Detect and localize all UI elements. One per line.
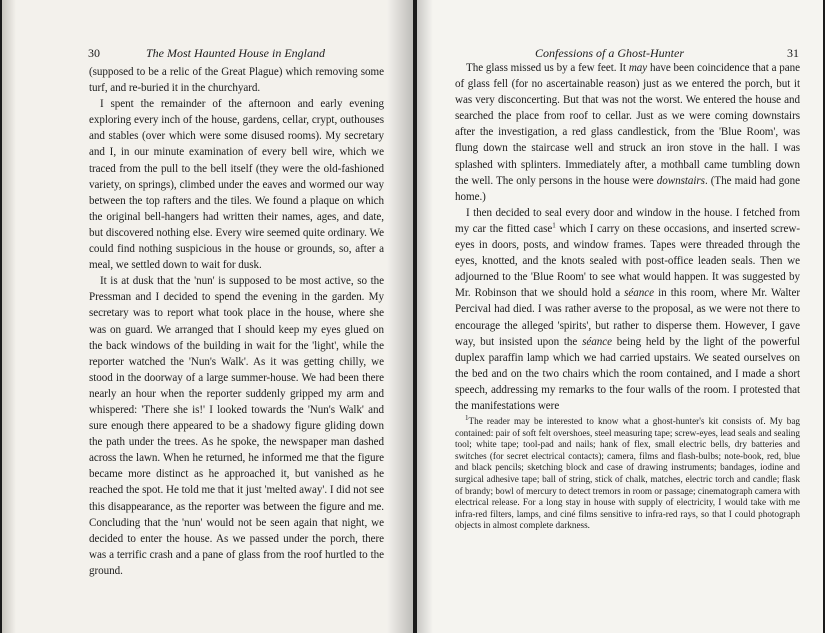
emphasis: may bbox=[628, 62, 648, 74]
emphasis: séance bbox=[624, 287, 655, 300]
paragraph bbox=[455, 60, 800, 205]
left-page-number: 30 bbox=[88, 46, 100, 60]
gutter-shadow bbox=[387, 0, 413, 633]
left-body-text bbox=[89, 64, 384, 579]
right-body-text bbox=[455, 60, 800, 414]
emphasis: downstairs bbox=[656, 174, 705, 187]
text-run: have been coincidence that a pane of glass fell (for no ascertainable reason) just as we entered the porch, but it was very disconcerting. But that was not the worst. We entered the house and searched the place from roof to cellar. Just as we were coming downstairs after the investigation, a red glass candlestick, from the 'Blue Room', was flung down the staircase well and struck an iron stove in the hall. I was splashed with splinters. Immediately after, a mothball came tumbling down the well. The only persons in the house were bbox=[455, 62, 801, 187]
footnote-body: The reader may be interested to know what a ghost-hunter's kit consists of. My bag contained: pair of soft felt overshoes, steel measuring tape; screw-eyes, lead seals and sealing tool; white tape; tool-pad and nails; hank of flex, small electric bells, dry batteries and switches (for secret electrical contacts); camera, films and flash-bulbs; note-book, red, blue and black pencils; sketching block and case of drawing instruments; bandages, iodine and surgical adhesive tape; ball of string, stick of chalk, matches, electric torch and candle; flask of brandy; bowl of mercury to detect tremors in room or passage; cinematograph camera with electrical release. For a long stay in house with supply of electricity, I would take with me infra-red filters, lamps, and ciné films sensitive to infra-red rays, so that I could photograph objects in almost complete darkness. bbox=[455, 416, 800, 531]
emphasis: séance bbox=[582, 335, 612, 348]
paragraph bbox=[455, 205, 800, 414]
text-run: which I carry on these occasions, and inserted screw-eyes in doors, posts, and window frames. Tapes were threaded through the eyes, knotted, and the knots sealed with post-office leaden seals. Then we adjourned to the 'Blue Room' to see what would happen. It was suggested by Mr. Robinson that we should hold a bbox=[455, 222, 800, 300]
right-page bbox=[417, 0, 823, 633]
gutter-shadow bbox=[417, 0, 433, 633]
paragraph: It is at dusk that the 'nun' is supposed to be most active, so the Pressman and I decided to spend the evening in the garden. My secretary was to report what took place in the house, where she was on guard. We arranged that I should keep my eyes glued on the back windows of the building in wait for the 'light', while the reporter watched the 'Nun's Walk'. As it was getting chilly, we stood in the doorway of a large summer-house. We had been there nearly an hour when the reporter suddenly gripped my arm and whispered: 'There she is!' I looked towards the 'Nun's Walk' and sure enough there appeared to be a shadowy figure gliding down the path under the trees. As he spoke, the newspaper man dashed across the lawn. When he returned, he informed me that the figure became more distinct as he approached it, but vanished as he reached the spot. He told me that it just 'melted away'. I did not see this disappearance, as the reporter was between the figure and me. Concluding that the 'nun' would not be seen again that night, we decided to enter the house. As we passed under the porch, there was a terrific crash and a pane of glass from the roof hurtled to the ground. bbox=[89, 275, 384, 577]
paragraph: I spent the remainder of the afternoon and early evening exploring every inch of the house, gardens, cellar, crypt, outhouses and stables (over which were some disused rooms). My secretary and I, in our minute examination of every bell wire, which we traced from the pull to the bell itself (they were the old-fashioned variety, on springs), climbed under the eaves and wormed our way between the top rafters and the tiles. We found a plaque on which the original bell-hangers had written their names, ages, and date, but discovered nothing else. Every wire seemed quite ordinary. We could find nothing suspicious in the house or grounds, so, after a meal, we settled down to wait for dusk. bbox=[89, 98, 384, 272]
right-running-title: Confessions of a Ghost-Hunter bbox=[535, 46, 685, 60]
footnote-number: 1 bbox=[465, 413, 469, 422]
text-run: . (The maid had gone home.) bbox=[455, 174, 800, 203]
right-page-number: 31 bbox=[787, 46, 799, 60]
footnote-text bbox=[455, 413, 800, 532]
left-page bbox=[2, 0, 413, 633]
text-run: being held by the light of the powerful duplex paraffin lamp which we had carried upstairs. We seated ourselves on the bed and on the two chairs which the room contained, and I made a short speech, addressing my remarks to the four walls of the room. I protested that the manifestations were bbox=[455, 335, 801, 412]
paragraph: (supposed to be a relic of the Great Plague) which removing some turf, and re-buried it in the churchyard. bbox=[89, 66, 384, 95]
footnote-marker: 1 bbox=[552, 221, 556, 230]
left-running-title: The Most Haunted House in England bbox=[146, 46, 325, 60]
text-run: in this room, where Mr. Walter Percival had died. I was rather averse to the proposal, as we were not there to encourage the alleged 'spirits', but rather to disperse them. However, I gave way, but insisted upon the bbox=[455, 287, 800, 348]
page-edge bbox=[2, 0, 16, 633]
text-run: The glass missed us by a few feet. It bbox=[466, 62, 629, 74]
text-run: I then decided to seal every door and window in the house. I fetched from my car the fitted case bbox=[455, 206, 800, 235]
footnote bbox=[455, 413, 800, 532]
